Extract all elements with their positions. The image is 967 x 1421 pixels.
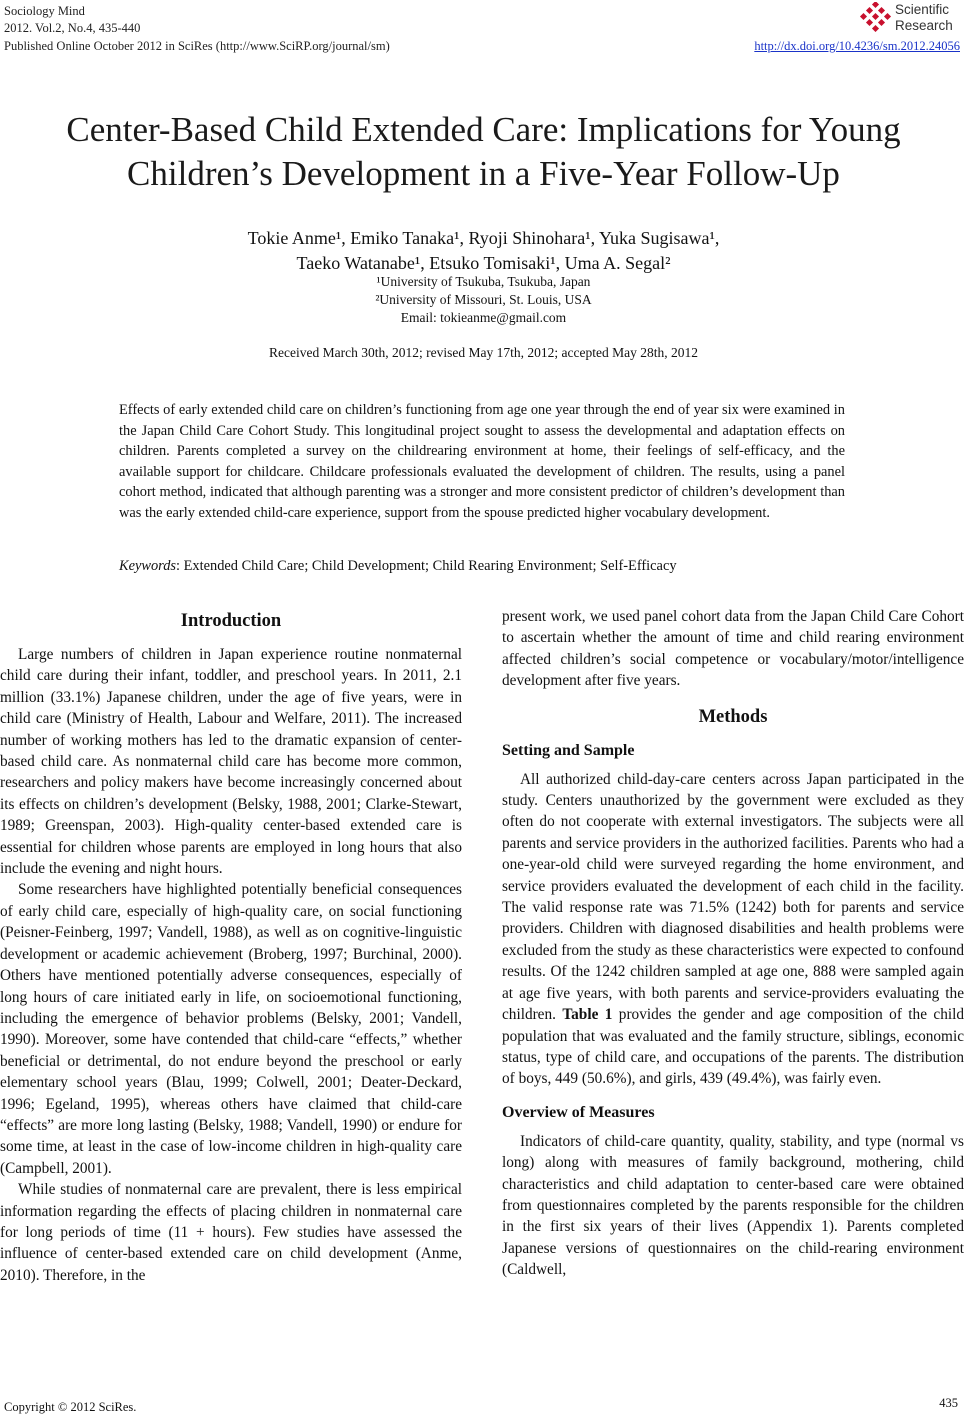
- affiliation-2: ²University of Missouri, St. Louis, USA: [375, 292, 592, 307]
- keywords-text: : Extended Child Care; Child Development; Child Rearing Environment; Self-Efficacy: [176, 558, 677, 574]
- scientific-research-logo: [859, 0, 961, 36]
- page-number: 435: [939, 1396, 958, 1410]
- journal-issue: 2012. Vol.2, No.4, 435-440: [4, 21, 141, 35]
- subsection-heading-setting-sample: Setting and Sample: [502, 741, 635, 759]
- logo-text-line2: Research: [895, 18, 953, 33]
- right-column: [502, 606, 964, 1281]
- intro-paragraph-3: While studies of nonmaternal care are prevalent, there is less empirical information regarding the effects of placing children in nonmaternal care for long periods of time (11 + hours). Few studies have assessed the influence of center-based extended care on child development (Anme, 2010). Therefore, in the: [0, 1181, 462, 1284]
- title-line-2: Children’s Development in a Five-Year Follow-Up: [127, 154, 840, 193]
- contact-email: Email: tokieanme@gmail.com: [400, 310, 567, 325]
- methods-paragraph-2: Indicators of child-care quantity, quality, stability, and type (normal vs long) along with measures of family background, mothering, child characteristics and child adaptation to center-based care were obtained from questionnaires completed by the parents responsible for the children in the first six years of their lives (Appendix 1). Parents completed Japanese versions of questionnaires on the child-rearing environment (Caldwell,: [502, 1132, 964, 1279]
- section-heading-methods: Methods: [698, 706, 768, 727]
- intro-paragraph-2: Some researchers have highlighted potentially beneficial consequences of early child care, especially of high-quality care, on social functioning (Peisner-Feinberg, 1997; Vandell, 1988), as well as on cognitive-linguistic development or academic achievement (Broberg, 1997; Burchinal, 2000). Others have mentioned potentially adverse consequences, especially of long hours of care initiated early in life, on socioemotional functioning, including the emergence of behavior problems (Belsky, 2001; Vandell, 1990). Moreover, some have contended that child-care “effects,” whether beneficial or detrimental, do not endure beyond the preschool or early elementary school years (Blau, 1999; Colwell, 2001; Deater-Deckard, 1996; Egeland, 1995), whereas others have claimed that child-care “effects” are more long lasting (Belsky, 1988; Vandell, 1990) or endure for some time, at least in the case of low-income children in high-quality care (Campbell, 2001).: [0, 881, 462, 1177]
- published-line: Published Online October 2012 in SciRes (http://www.SciRP.org/journal/sm): [4, 39, 390, 53]
- methods-paragraph-1: [502, 769, 964, 1090]
- intro-paragraph-continued: present work, we used panel cohort data from the Japan Child Care Cohort to ascertain whether the amount of time and child rearing environment affected children’s social competence or vocabulary/motor/intelligence development after five years.: [502, 608, 964, 690]
- table-1-reference[interactable]: Table 1: [562, 1006, 613, 1024]
- received-dates: Received March 30th, 2012; revised May 17th, 2012; accepted May 28th, 2012: [269, 345, 698, 360]
- logo-text-line1: Scientific: [895, 2, 950, 17]
- affiliation-1: ¹University of Tsukuba, Tsukuba, Japan: [376, 274, 591, 289]
- methods-paragraph-1-end: provides the gender and age composition of the child population that was evaluated and the family structure, siblings, economic status, type of child care, and occupations of the parents. The distribution of boys, 449 (50.6%), and girls, 439 (49.4%), was fairly even.: [502, 1006, 964, 1088]
- left-column: [0, 606, 462, 1286]
- keywords-label: Keywords: [119, 558, 177, 574]
- title-line-1: Center-Based Child Extended Care: Implications for Young: [66, 110, 901, 149]
- doi-link[interactable]: http://dx.doi.org/10.4236/sm.2012.24056: [754, 39, 960, 53]
- intro-paragraph-1: Large numbers of children in Japan experience routine nonmaternal child care during their infant, toddler, and preschool years. In 2011, 2.1 million (33.1%) Japanese children, under the age of five years, were in child care (Ministry of Health, Labour and Welfare, 2011). The increased number of working mothers has led to the dramatic expansion of center-based child care. As nonmaternal child care has become more common, researchers and policy makers have become increasingly concerned about its effects on children’s development (Belsky, 1988, 2001; Clarke-Stewart, 1989; Greenspan, 2003). High-quality center-based extended care is essential for children whose parents are employed in long hours that also include the evening and night hours.: [0, 646, 462, 878]
- abstract: Effects of early extended child care on children’s functioning from age one year through the end of year six were examined in the Japan Child Care Cohort Study. This longitudinal project sought to assess the developmental and adaptation effects on children. Parents completed a survey on the childrearing environment at home, their feelings of self-efficacy, and the available support for childcare. Childcare professionals evaluated the development of children. The results, using a panel cohort method, indicated that although parenting was a stronger and more consistent predictor of children’s development than was the early extended child-care experience, support from the spouse predicted higher vocabulary development.: [119, 402, 845, 521]
- copyright-footer: Copyright © 2012 SciRes.: [4, 1400, 137, 1414]
- authors-line-1: Tokie Anme¹, Emiko Tanaka¹, Ryoji Shinohara¹, Yuka Sugisawa¹,: [247, 228, 720, 248]
- methods-paragraph-1-start: All authorized child-day-care centers across Japan participated in the study. Centers unauthorized by the government were excluded as they often do not cooperate with external investigators. The subjects were all parents and service providers in the authorized facilities. Parents who had a one-year-old child were surveyed regarding the home environment, and service providers evaluated the development of each child in the facility. The valid response rate was 71.5% (1242) both for parents and service providers. Children with diagnosed disabilities and health problems were excluded from the study as these characteristics were expected to confound results. Of the 1242 children sampled at age one, 888 were sampled again at age five years, with both parents and service-providers evaluating the children.: [502, 770, 964, 1024]
- subsection-heading-overview-measures: Overview of Measures: [502, 1103, 655, 1121]
- section-heading-introduction: Introduction: [180, 611, 282, 631]
- authors-line-2: Taeko Watanabe¹, Etsuko Tomisaki¹, Uma A. Segal²: [296, 253, 671, 273]
- keywords: [119, 556, 845, 576]
- journal-name: Sociology Mind: [4, 4, 85, 18]
- paper-title: [0, 108, 967, 196]
- author-list: [0, 226, 967, 276]
- publisher-logo-icon: [859, 2, 893, 32]
